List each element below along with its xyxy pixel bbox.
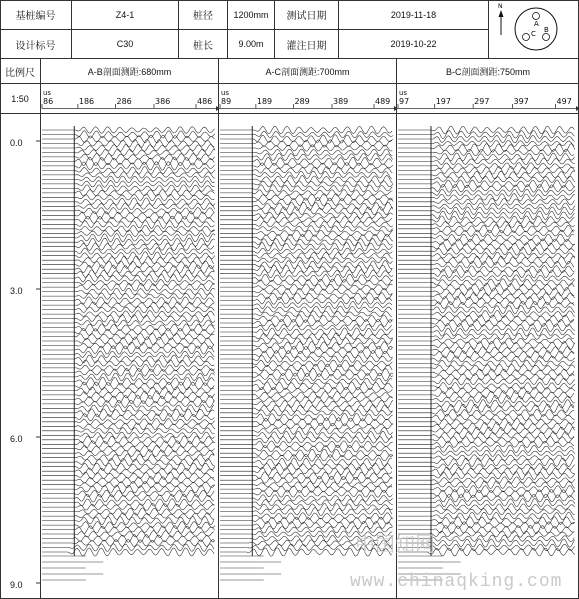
waveform-trace	[220, 360, 392, 367]
waveform-trace	[42, 234, 215, 243]
waveform-trace	[398, 508, 575, 514]
waveform-trace	[398, 409, 574, 416]
waveform-trace	[398, 364, 575, 372]
waveform-trace	[42, 516, 214, 525]
time-axis-tick-label: 189	[256, 97, 273, 106]
waveform-trace	[42, 311, 214, 318]
waveform-trace	[398, 504, 575, 511]
waveform-trace	[398, 144, 575, 153]
waveform-trace	[398, 184, 575, 192]
waveform-trace	[398, 418, 574, 425]
waveform-trace	[220, 288, 392, 295]
time-axis-tick-label: 97	[399, 97, 410, 106]
waveform-trace	[398, 283, 574, 291]
time-axis-tick-label: 397	[513, 97, 529, 106]
waveform-trace	[398, 270, 574, 278]
waveform-trace	[42, 194, 214, 201]
depth-label-0: 0.0	[10, 138, 23, 148]
waveform-trace	[220, 540, 393, 547]
test-date-label: 测试日期	[286, 11, 327, 22]
waveform-trace	[42, 256, 214, 265]
waveform-trace	[220, 351, 393, 359]
waveform-traces	[42, 126, 215, 556]
waveform-trace	[398, 266, 574, 273]
waveform-trace	[220, 324, 392, 331]
waveform-trace	[220, 427, 393, 434]
waveform-trace	[220, 212, 393, 218]
waveform-trace	[398, 525, 574, 533]
waveform-traces	[220, 126, 393, 556]
waveform-trace	[220, 171, 392, 178]
waveform-trace	[398, 315, 574, 322]
waveform-trace	[220, 490, 392, 497]
time-axis-unit: us	[221, 89, 230, 97]
waveform-trace	[42, 293, 214, 299]
waveform-trace	[42, 320, 215, 326]
panel-ac-title: A-C剖面测距:700mm	[265, 66, 350, 77]
waveform-trace	[398, 436, 574, 443]
waveform-trace	[220, 378, 392, 385]
waveform-trace	[398, 427, 575, 435]
waveform-trace	[220, 319, 392, 326]
waveform-trace	[42, 494, 214, 502]
waveform-trace	[220, 265, 392, 274]
pour-date-value: 2019-10-22	[390, 39, 437, 49]
waveform-trace	[42, 283, 215, 291]
waveform-trace	[42, 274, 214, 282]
waveform-trace	[398, 234, 574, 241]
watermark-cnki: 中国知网	[355, 532, 435, 556]
waveform-trace	[220, 238, 392, 246]
waveform-trace	[42, 481, 215, 488]
diameter-label: 桩径	[193, 11, 213, 22]
waveform-trace	[398, 310, 575, 317]
waveform-trace	[220, 126, 392, 134]
waveform-trace	[220, 355, 392, 362]
length-label: 桩长	[193, 40, 213, 52]
waveform-trace	[42, 490, 214, 497]
waveform-trace	[42, 414, 214, 421]
waveform-trace	[220, 163, 393, 169]
watermark-url: www.chinaqking.com	[350, 572, 563, 592]
waveform-trace	[398, 499, 575, 507]
compass-n-label: N	[498, 3, 503, 10]
waveform-trace	[42, 508, 215, 515]
pour-date-label: 灌注日期	[286, 40, 327, 52]
waveform-trace	[42, 302, 214, 309]
waveform-trace	[398, 243, 575, 251]
waveform-trace	[220, 410, 392, 416]
waveform-trace	[398, 378, 575, 385]
waveform-trace	[398, 517, 575, 525]
waveform-trace	[42, 154, 215, 161]
waveform-trace	[220, 202, 393, 210]
waveform-trace	[42, 328, 215, 335]
waveform-trace	[42, 463, 215, 471]
waveform-trace	[220, 234, 393, 241]
waveform-trace	[398, 207, 575, 215]
waveform-trace	[42, 216, 215, 223]
waveform-trace	[220, 467, 392, 475]
waveform-trace	[398, 319, 574, 326]
waveform-trace	[220, 548, 392, 556]
waveform-trace	[220, 157, 392, 165]
waveform-trace	[398, 356, 575, 363]
waveform-trace	[398, 467, 575, 475]
waveform-trace	[220, 135, 393, 144]
waveform-trace	[220, 531, 392, 538]
depth-label-9: 9.0	[10, 580, 23, 590]
waveform-trace	[398, 194, 575, 201]
waveform-trace	[42, 265, 214, 274]
waveform-trace	[398, 180, 575, 188]
waveform-trace	[42, 337, 214, 345]
waveform-trace	[42, 270, 214, 278]
waveform-trace	[398, 512, 575, 520]
waveform-trace	[220, 217, 392, 224]
waveform-trace	[220, 445, 392, 452]
depth-label-6: 6.0	[10, 434, 23, 444]
waveform-trace	[398, 239, 575, 246]
waveform-trace	[220, 454, 393, 461]
waveform-trace	[42, 149, 215, 156]
waveform-trace	[42, 485, 215, 494]
waveform-trace	[42, 198, 215, 206]
waveform-trace	[220, 198, 393, 206]
pile-no-value: Z4-1	[115, 9, 135, 20]
waveform-trace	[220, 517, 392, 524]
depth-label-3: 3.0	[10, 286, 23, 296]
design-grade-label: 设计标号	[15, 40, 56, 52]
waveform-trace	[398, 414, 575, 421]
waveform-trace	[220, 400, 393, 408]
waveform-trace	[220, 368, 393, 376]
waveform-trace	[398, 472, 575, 480]
diameter-value: 1200mm	[233, 9, 269, 20]
waveform-trace	[398, 158, 575, 165]
waveform-trace	[220, 346, 393, 354]
pile-no-label: 基桩编号	[15, 11, 56, 22]
time-axis-tick-label: 86	[43, 97, 54, 106]
waveform-trace	[220, 190, 392, 197]
waveform-trace	[220, 328, 393, 337]
waveform-trace	[220, 535, 392, 542]
waveform-trace	[42, 445, 215, 452]
waveform-trace	[42, 342, 214, 349]
waveform-trace	[220, 418, 393, 426]
waveform-trace	[42, 238, 215, 246]
waveform-trace	[398, 338, 575, 344]
waveform-trace	[220, 140, 392, 147]
waveform-trace	[398, 486, 575, 493]
waveform-trace	[220, 306, 392, 313]
test-date-value: 2019-11-18	[390, 9, 437, 20]
waveform-trace	[398, 287, 574, 295]
waveform-trace	[42, 314, 215, 322]
waveform-trace	[398, 275, 574, 282]
time-axis-unit: us	[43, 89, 52, 97]
time-axis-tick-label: 389	[333, 97, 349, 106]
waveform-trace	[42, 355, 214, 363]
time-axis-tick-label: 489	[375, 97, 391, 106]
length-value: 9.00m	[238, 39, 264, 49]
waveform-trace	[220, 508, 392, 516]
waveform-trace	[220, 413, 393, 421]
time-axis-arrow-icon	[394, 106, 398, 111]
panel-bc-title: B-C剖面测距:750mm	[445, 66, 530, 77]
waveform-trace	[42, 535, 214, 543]
waveform-trace	[398, 391, 574, 400]
waveform-trace	[42, 208, 214, 214]
waveform-trace	[220, 337, 393, 345]
waveform-trace	[220, 364, 392, 372]
waveform-trace	[220, 311, 392, 317]
time-axis-tick-label: 486	[197, 97, 213, 106]
waveform-trace	[42, 522, 215, 529]
waveform-trace	[42, 459, 214, 467]
waveform-trace	[42, 288, 215, 295]
waveform-trace	[220, 315, 392, 323]
waveform-trace	[42, 513, 214, 520]
waveform-trace	[220, 176, 393, 184]
waveform-trace	[42, 409, 214, 417]
waveform-trace	[398, 305, 575, 314]
time-axis-tick-label: 297	[474, 97, 490, 106]
waveform-trace	[220, 463, 392, 470]
waveform-trace	[398, 166, 575, 174]
waveform-trace	[220, 341, 392, 349]
waveform-trace	[42, 373, 214, 381]
waveform-trace	[220, 387, 392, 393]
waveform-trace	[398, 341, 575, 350]
waveform-trace	[42, 360, 214, 368]
waveform-trace	[398, 297, 574, 305]
waveform-trace	[398, 324, 575, 332]
waveform-trace	[398, 458, 574, 467]
design-grade-value: C30	[116, 39, 134, 49]
waveform-trace	[42, 391, 215, 399]
scale-label: 比例尺	[5, 67, 35, 79]
time-axis-tick-label: 386	[155, 97, 171, 106]
waveform-trace	[42, 454, 214, 462]
waveform-trace	[398, 171, 575, 179]
waveform-trace	[398, 261, 574, 268]
waveform-trace	[220, 423, 393, 429]
tube-c-label: C	[531, 30, 536, 38]
waveform-trace	[42, 127, 214, 134]
waveform-trace	[42, 333, 214, 340]
waveform-trace	[220, 373, 393, 381]
waveform-trace	[220, 382, 393, 390]
waveform-trace	[42, 504, 214, 511]
waveform-trace	[220, 405, 393, 413]
waveform-trace	[220, 441, 393, 448]
waveform-trace	[42, 248, 214, 255]
waveform-trace	[398, 221, 575, 228]
waveform-trace	[220, 449, 393, 457]
waveform-trace	[42, 428, 215, 434]
waveform-trace	[398, 494, 575, 502]
waveform-trace	[398, 149, 574, 156]
waveform-trace	[398, 293, 575, 300]
time-axis-arrow-icon	[216, 106, 220, 111]
waveform-trace	[42, 423, 215, 430]
waveform-trace	[398, 140, 574, 146]
waveform-trace	[42, 477, 215, 484]
waveform-trace	[398, 535, 574, 542]
waveform-traces	[398, 126, 575, 556]
waveform-trace	[398, 548, 575, 556]
waveform-trace	[220, 261, 392, 269]
time-axis-tick-label: 289	[294, 97, 310, 106]
waveform-trace	[42, 405, 214, 413]
waveform-trace	[220, 243, 393, 252]
waveform-trace	[42, 306, 214, 313]
waveform-trace	[42, 531, 214, 538]
waveform-trace	[42, 162, 215, 170]
waveform-trace	[398, 432, 574, 440]
panel-ab-title: A-B剖面测距:680mm	[87, 66, 172, 77]
waveform-trace	[42, 243, 214, 251]
waveform-trace	[398, 203, 575, 210]
waveform-trace	[220, 302, 392, 309]
waveform-trace	[220, 486, 392, 493]
waveform-trace	[42, 157, 214, 166]
tube-a-label: A	[534, 20, 539, 28]
waveform-trace	[220, 521, 393, 529]
time-axis-tick-label: 286	[116, 97, 132, 106]
time-axis-tick-label: 497	[556, 97, 572, 106]
waveform-trace	[42, 211, 214, 219]
waveform-trace	[42, 377, 214, 385]
waveform-trace	[398, 531, 574, 538]
waveform-trace	[220, 458, 392, 467]
tube-b-label: B	[544, 26, 549, 34]
waveform-trace	[220, 207, 393, 215]
waveform-trace	[220, 284, 392, 291]
waveform-trace	[220, 274, 392, 282]
time-axis-unit: us	[399, 89, 408, 97]
waveform-trace	[398, 395, 575, 403]
waveform-trace	[42, 382, 214, 390]
waveform-trace	[398, 374, 574, 381]
waveform-trace	[42, 167, 215, 175]
waveform-trace	[398, 454, 574, 461]
waveform-trace	[220, 333, 393, 340]
waveform-trace	[398, 198, 574, 205]
waveform-trace	[42, 540, 215, 547]
waveform-trace	[220, 194, 392, 201]
waveform-trace	[42, 548, 214, 556]
time-axis-tick-label: 197	[435, 97, 451, 106]
time-axis-tick-label: 89	[221, 97, 232, 106]
time-axis-tick-label: 186	[78, 97, 95, 106]
waveform-trace	[220, 145, 392, 151]
scale-value: 1:50	[11, 93, 29, 104]
waveform-trace	[42, 144, 215, 152]
waveform-trace	[220, 221, 393, 228]
waveform-trace	[398, 211, 575, 220]
waveform-trace	[42, 351, 214, 358]
waveform-trace	[42, 181, 215, 188]
